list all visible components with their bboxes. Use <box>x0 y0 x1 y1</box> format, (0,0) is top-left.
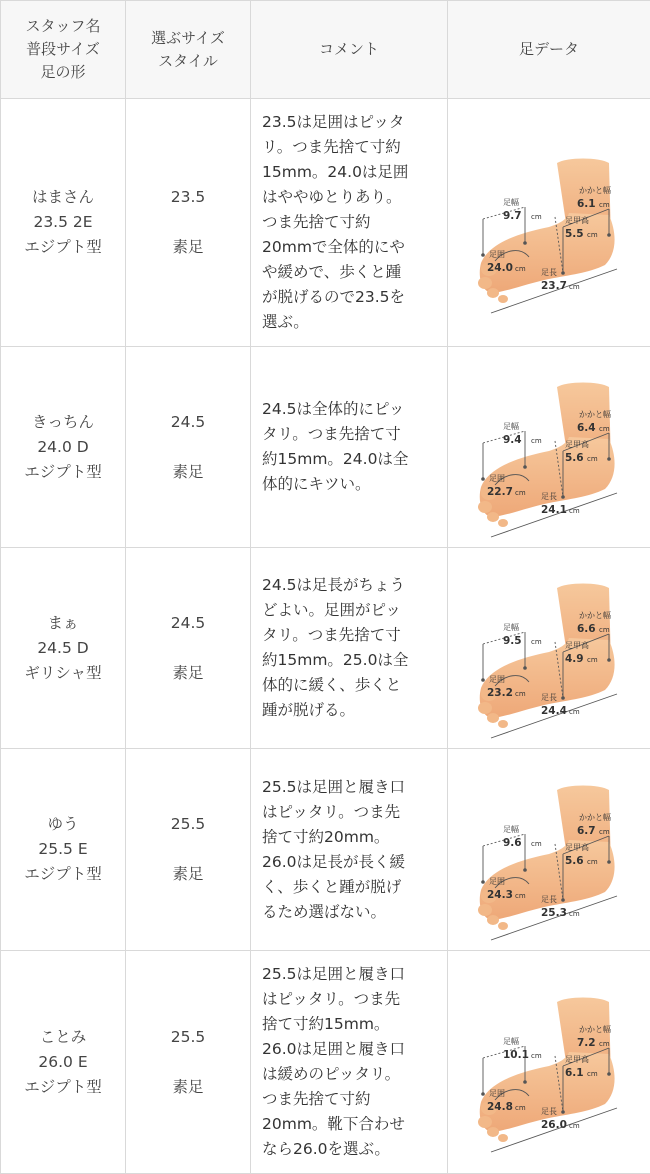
usual-size: 26.0 E <box>1 1050 125 1075</box>
heel-width-value: 6.1 <box>577 198 596 210</box>
comment-line: つま先捨て寸約 <box>262 1087 433 1112</box>
comment-line: 体的に緩く、歩くと <box>262 673 433 698</box>
size-cell <box>126 951 251 1174</box>
girth-value: 23.2 <box>487 687 513 699</box>
chosen-size: 25.5 <box>126 812 250 837</box>
foot-data-cell <box>448 749 650 951</box>
length-label: 足長 <box>541 895 557 904</box>
header-staff-line: スタッフ名 <box>1 15 125 38</box>
heel-width-unit: cm <box>599 626 610 634</box>
header-comment: コメント <box>251 1 448 99</box>
style: 素足 <box>126 862 250 887</box>
heel-width-label: かかと幅 <box>579 409 611 419</box>
comment-line: タリ。つま先捨て寸 <box>262 623 433 648</box>
staff-name: きっちん <box>1 410 125 435</box>
comment-cell <box>251 548 448 749</box>
foot-diagram <box>449 123 649 323</box>
foot-width-unit: cm <box>531 213 542 221</box>
staff-cell <box>1 749 126 951</box>
instep-value: 6.1 <box>565 1067 584 1079</box>
girth-label: 足囲 <box>489 474 505 483</box>
foot-width-value: 9.6 <box>503 837 522 849</box>
foot-width-value: 9.5 <box>503 635 522 647</box>
usual-size: 25.5 E <box>1 837 125 862</box>
size-cell <box>126 749 251 951</box>
instep-label: 足甲高 <box>565 215 589 225</box>
comment-line: つま先捨て寸約 <box>262 210 433 235</box>
size-cell <box>126 99 251 347</box>
size-cell <box>126 548 251 749</box>
heel-width-value: 6.6 <box>577 623 596 635</box>
foot-diagram <box>449 962 649 1162</box>
comment-line: が脱げるので23.5を <box>262 285 433 310</box>
comment-line: 体的にキツい。 <box>262 472 433 497</box>
length-label: 足長 <box>541 492 557 501</box>
girth-label: 足囲 <box>489 250 505 259</box>
header-staff-line: 普段サイズ <box>1 38 125 61</box>
comment-line: 24.5は全体的にピッ <box>262 397 433 422</box>
heel-width-unit: cm <box>599 1040 610 1048</box>
foot-data-cell <box>448 99 650 347</box>
girth-unit: cm <box>515 690 526 698</box>
comment-cell <box>251 347 448 548</box>
foot-diagram <box>449 750 649 950</box>
foot-width-unit: cm <box>531 638 542 646</box>
foot-diagram <box>449 548 649 748</box>
heel-width-unit: cm <box>599 828 610 836</box>
foot-width-unit: cm <box>531 840 542 848</box>
header-staff-line: 足の形 <box>1 61 125 84</box>
heel-width-label: かかと幅 <box>579 812 611 822</box>
foot-width-label: 足幅 <box>503 824 519 834</box>
header-size-line: 選ぶサイズ <box>126 27 250 50</box>
usual-size: 23.5 2E <box>1 210 125 235</box>
length-unit: cm <box>569 708 580 716</box>
comment-line: 捨て寸約20mm。 <box>262 825 433 850</box>
comment-line: はややゆとりあり。 <box>262 185 433 210</box>
table-row <box>1 548 650 749</box>
instep-label: 足甲高 <box>565 842 589 852</box>
foot-width-label: 足幅 <box>503 421 519 431</box>
style: 素足 <box>126 235 250 260</box>
instep-value: 5.5 <box>565 228 584 240</box>
comment-line: 約15mm。25.0は全 <box>262 648 433 673</box>
table-header-row <box>1 1 650 99</box>
comment-line: 約15mm。24.0は全 <box>262 447 433 472</box>
length-value: 24.4 <box>541 705 567 717</box>
header-staff <box>1 1 126 99</box>
instep-value: 4.9 <box>565 653 584 665</box>
table-row <box>1 951 650 1174</box>
comment-line: 26.0は足囲と履き口 <box>262 1037 433 1062</box>
staff-cell <box>1 548 126 749</box>
comment-line: 選ぶ。 <box>262 310 433 335</box>
header-foot-data: 足データ <box>448 1 650 99</box>
comment-line: はピッタリ。つま先 <box>262 800 433 825</box>
comment-line: 踵が脱げる。 <box>262 698 433 723</box>
heel-width-unit: cm <box>599 201 610 209</box>
comment-line: タリ。つま先捨て寸 <box>262 422 433 447</box>
heel-width-value: 6.7 <box>577 825 596 837</box>
girth-unit: cm <box>515 1104 526 1112</box>
heel-width-value: 7.2 <box>577 1037 596 1049</box>
comment-cell <box>251 749 448 951</box>
instep-unit: cm <box>587 858 598 866</box>
instep-label: 足甲高 <box>565 439 589 449</box>
foot-shape: エジプト型 <box>1 1075 125 1100</box>
length-label: 足長 <box>541 268 557 277</box>
girth-value: 24.0 <box>487 262 513 274</box>
instep-label: 足甲高 <box>565 1054 589 1064</box>
comment-line: リ。つま先捨て寸約 <box>262 135 433 160</box>
length-value: 23.7 <box>541 280 567 292</box>
foot-shape: ギリシャ型 <box>1 661 125 686</box>
heel-width-label: かかと幅 <box>579 610 611 620</box>
girth-label: 足囲 <box>489 675 505 684</box>
heel-width-unit: cm <box>599 425 610 433</box>
heel-width-value: 6.4 <box>577 422 596 434</box>
foot-width-label: 足幅 <box>503 1036 519 1046</box>
usual-size: 24.0 D <box>1 435 125 460</box>
instep-unit: cm <box>587 1070 598 1078</box>
foot-width-value: 9.7 <box>503 210 522 222</box>
foot-width-unit: cm <box>531 437 542 445</box>
size-cell <box>126 347 251 548</box>
comment-line: なら26.0を選ぶ。 <box>262 1137 433 1162</box>
foot-width-label: 足幅 <box>503 197 519 207</box>
style: 素足 <box>126 661 250 686</box>
foot-diagram <box>449 347 649 547</box>
length-label: 足長 <box>541 1107 557 1116</box>
comment-line: るため選ばない。 <box>262 900 433 925</box>
instep-value: 5.6 <box>565 855 584 867</box>
heel-width-label: かかと幅 <box>579 185 611 195</box>
staff-name: はまさん <box>1 185 125 210</box>
length-unit: cm <box>569 1122 580 1130</box>
instep-unit: cm <box>587 656 598 664</box>
foot-data-cell <box>448 951 650 1174</box>
instep-label: 足甲高 <box>565 640 589 650</box>
comment-line: 24.5は足長がちょう <box>262 573 433 598</box>
chosen-size: 24.5 <box>126 410 250 435</box>
foot-data-cell <box>448 548 650 749</box>
comment-line: どよい。足囲がピッ <box>262 598 433 623</box>
comment-line: 25.5は足囲と履き口 <box>262 962 433 987</box>
foot-width-label: 足幅 <box>503 622 519 632</box>
header-size <box>126 1 251 99</box>
foot-shape: エジプト型 <box>1 235 125 260</box>
girth-value: 24.3 <box>487 889 513 901</box>
instep-unit: cm <box>587 231 598 239</box>
staff-cell <box>1 951 126 1174</box>
header-size-line: スタイル <box>126 50 250 73</box>
comment-line: 捨て寸約15mm。 <box>262 1012 433 1037</box>
length-unit: cm <box>569 507 580 515</box>
table-row <box>1 347 650 548</box>
girth-label: 足囲 <box>489 877 505 886</box>
style: 素足 <box>126 1075 250 1100</box>
comment-line: 26.0は足長が長く緩 <box>262 850 433 875</box>
staff-name: ゆう <box>1 812 125 837</box>
comment-line: 15mm。24.0は足囲 <box>262 160 433 185</box>
table-row <box>1 99 650 347</box>
foot-shape: エジプト型 <box>1 862 125 887</box>
comment-line: く、歩くと踵が脱げ <box>262 875 433 900</box>
style: 素足 <box>126 460 250 485</box>
foot-width-value: 9.4 <box>503 434 522 446</box>
staff-name: まぁ <box>1 611 125 636</box>
length-unit: cm <box>569 910 580 918</box>
comment-line: や緩めで、歩くと踵 <box>262 260 433 285</box>
length-value: 26.0 <box>541 1119 567 1131</box>
girth-value: 22.7 <box>487 486 513 498</box>
comment-line: 25.5は足囲と履き口 <box>262 775 433 800</box>
comment-line: 20mmで全体的にや <box>262 235 433 260</box>
heel-width-label: かかと幅 <box>579 1024 611 1034</box>
girth-label: 足囲 <box>489 1089 505 1098</box>
comment-line: 20mm。靴下合わせ <box>262 1112 433 1137</box>
length-unit: cm <box>569 283 580 291</box>
chosen-size: 25.5 <box>126 1025 250 1050</box>
comment-line: は緩めのピッタリ。 <box>262 1062 433 1087</box>
staff-cell <box>1 99 126 347</box>
length-value: 25.3 <box>541 907 567 919</box>
chosen-size: 24.5 <box>126 611 250 636</box>
length-label: 足長 <box>541 693 557 702</box>
comment-cell <box>251 99 448 347</box>
foot-width-unit: cm <box>531 1052 542 1060</box>
girth-unit: cm <box>515 892 526 900</box>
girth-value: 24.8 <box>487 1101 513 1113</box>
table-row <box>1 749 650 951</box>
girth-unit: cm <box>515 265 526 273</box>
comment-line: はピッタリ。つま先 <box>262 987 433 1012</box>
length-value: 24.1 <box>541 504 567 516</box>
usual-size: 24.5 D <box>1 636 125 661</box>
foot-data-cell <box>448 347 650 548</box>
foot-shape: エジプト型 <box>1 460 125 485</box>
comment-line: 23.5は足囲はピッタ <box>262 110 433 135</box>
instep-value: 5.6 <box>565 452 584 464</box>
chosen-size: 23.5 <box>126 185 250 210</box>
staff-cell <box>1 347 126 548</box>
instep-unit: cm <box>587 455 598 463</box>
foot-width-value: 10.1 <box>503 1049 529 1061</box>
comment-cell <box>251 951 448 1174</box>
girth-unit: cm <box>515 489 526 497</box>
staff-name: ことみ <box>1 1025 125 1050</box>
